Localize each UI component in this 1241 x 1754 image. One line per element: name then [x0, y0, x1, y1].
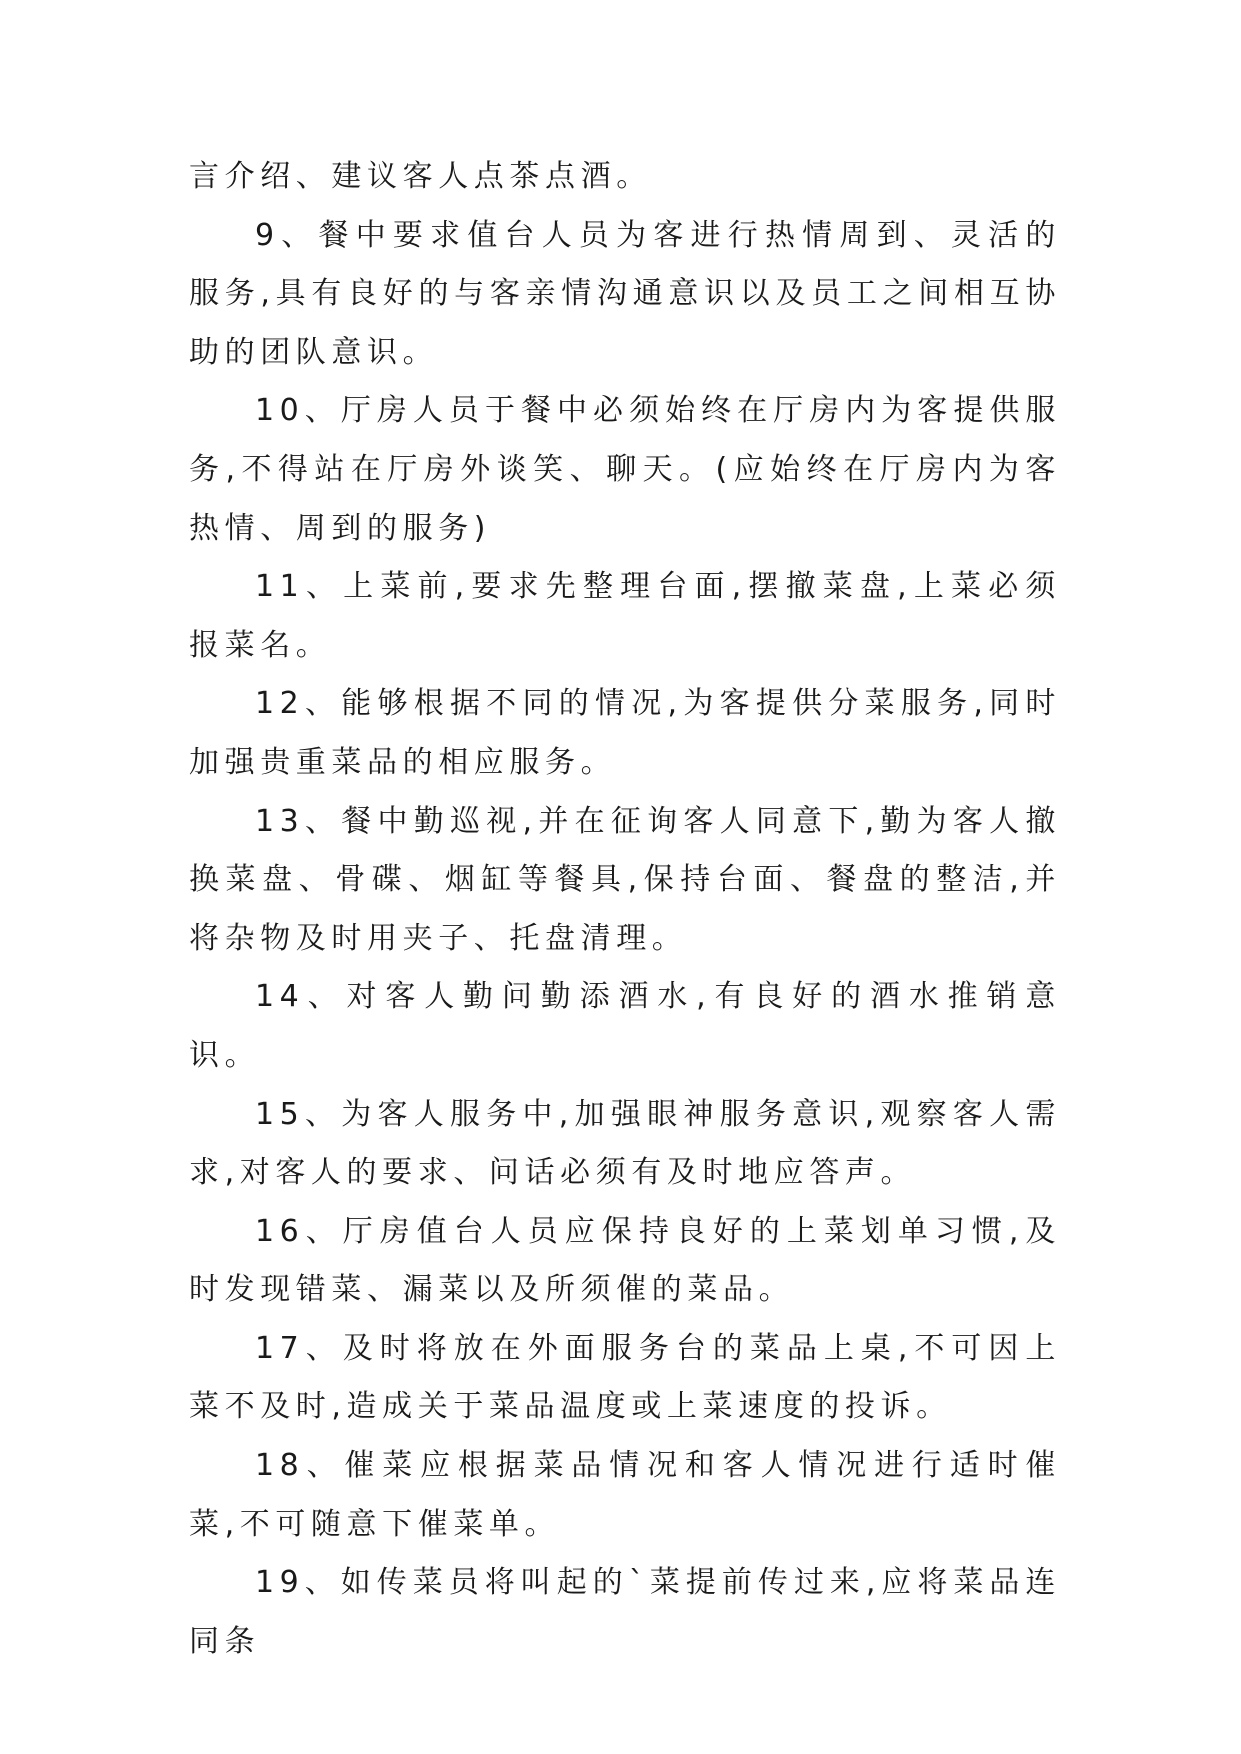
body-text	[189, 148, 1061, 1671]
paragraph-10: 10、厅房人员于餐中必须始终在厅房内为客提供服务,不得站在厅房外谈笑、聊天。(应始终在厅房内为客热情、周到的服务)	[189, 393, 1061, 546]
paragraph-8-continuation: 言介绍、建议客人点茶点酒。	[189, 159, 652, 194]
paragraph-11: 11、上菜前,要求先整理台面,摆撤菜盘,上菜必须报菜名。	[189, 569, 1061, 663]
paragraph-16: 16、厅房值台人员应保持良好的上菜划单习惯,及时发现错菜、漏菜以及所须催的菜品。	[189, 1213, 1061, 1308]
paragraph-15: 15、为客人服务中,加强眼神服务意识,观察客人需求,对客人的要求、问话必须有及时地应答声。	[189, 1096, 1061, 1191]
paragraph-18: 18、催菜应根据菜品情况和客人情况进行适时催菜,不可随意下催菜单。	[189, 1448, 1061, 1542]
paragraph-19: 19、如传菜员将叫起的`菜提前传过来,应将菜品连同条	[189, 1565, 1061, 1659]
paragraph-9: 9、餐中要求值台人员为客进行热情周到、灵活的服务,具有良好的与客亲情沟通意识以及员工之间相互协助的团队意识。	[189, 217, 1061, 370]
paragraph-17: 17、及时将放在外面服务台的菜品上桌,不可因上菜不及时,造成关于菜品温度或上菜速度的投诉。	[189, 1330, 1061, 1425]
paragraph-14: 14、对客人勤问勤添酒水,有良好的酒水推销意识。	[189, 979, 1061, 1073]
paragraph-12: 12、能够根据不同的情况,为客提供分菜服务,同时加强贵重菜品的相应服务。	[189, 686, 1061, 780]
paragraph-13: 13、餐中勤巡视,并在征询客人同意下,勤为客人撤换菜盘、骨碟、烟缸等餐具,保持台面、餐盘的整洁,并将杂物及时用夹子、托盘清理。	[189, 803, 1061, 956]
